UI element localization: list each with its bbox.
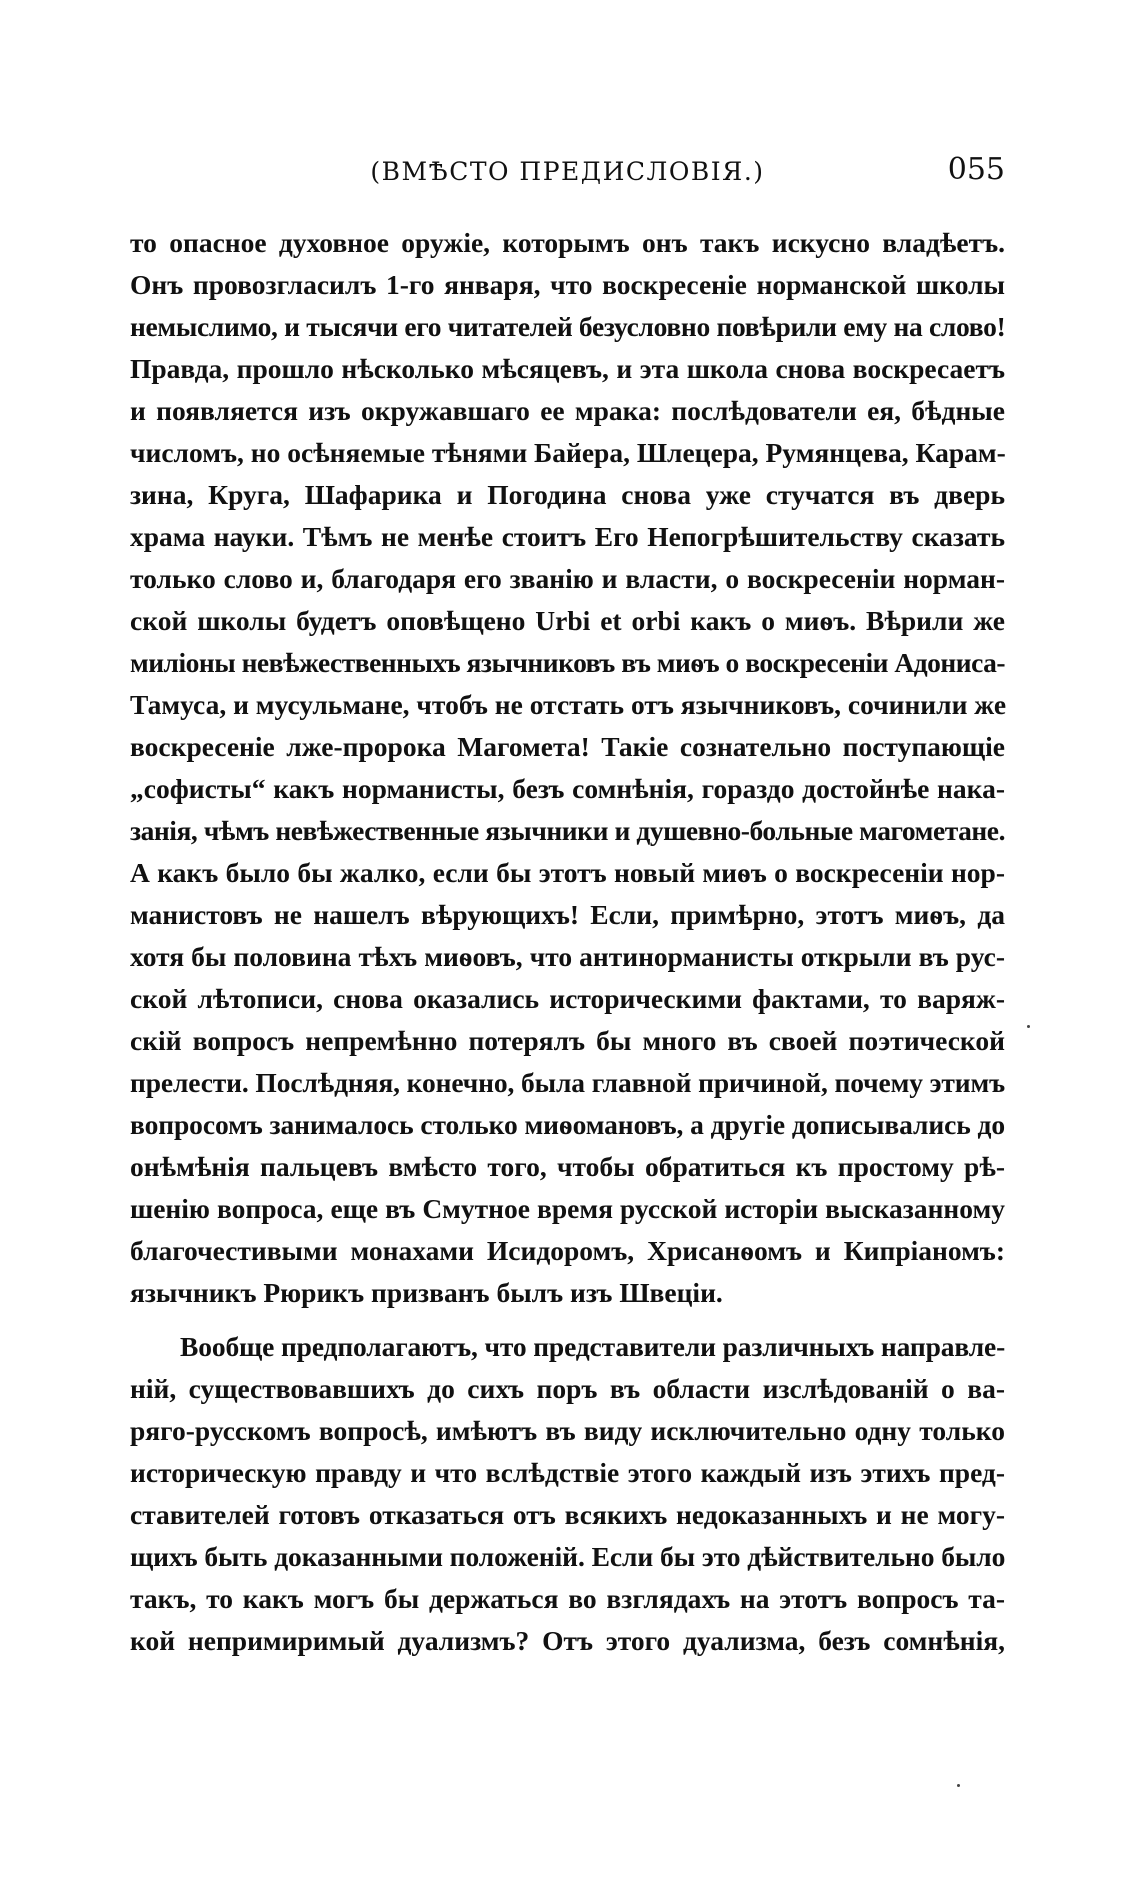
running-header	[130, 152, 1005, 192]
text-line: вопросомъ занималось столько миѳомановъ, а другіе дописывались до	[130, 1109, 1005, 1140]
text-line: числомъ, но осѣняемые тѣнями Байера, Шлецера, Румянцева, Карам-	[130, 437, 1006, 468]
text-line: онѣмѣнія пальцевъ вмѣсто того, чтобы обратиться къ простому рѣ-	[130, 1151, 1005, 1182]
text-line: то опасное духовное оружіе, которымъ онъ такъ искусно владѣетъ.	[130, 227, 1005, 258]
text-line: Онъ провозгласилъ 1-го января, что воскресеніе норманской школы	[130, 269, 1005, 300]
text-line: ряго-русскомъ вопросѣ, имѣютъ въ виду исключительно одну только	[130, 1415, 1005, 1446]
text-line: хотя бы половина тѣхъ миѳовъ, что антинорманисты открыли въ рус-	[130, 941, 1005, 972]
text-line: воскресеніе лже-пророка Магомета! Такіе сознательно поступающіе	[130, 731, 1005, 762]
text-line: язычникъ Рюрикъ призванъ былъ изъ Швеціи.	[130, 1277, 723, 1308]
text-line: ской школы будетъ оповѣщено Urbi et orbi какъ о миѳъ. Вѣрили же	[130, 605, 1005, 636]
text-line: зина, Круга, Шафарика и Погодина снова уже стучатся въ дверь	[130, 479, 1005, 510]
text-line: манистовъ не нашелъ вѣрующихъ! Если, примѣрно, этотъ миѳъ, да	[130, 899, 1005, 930]
text-line: занія, чѣмъ невѣжественные язычники и душевно-больные магометане.	[130, 815, 1005, 846]
text-line: благочестивыми монахами Исидоромъ, Хрисанѳомъ и Кипріаномъ:	[130, 1235, 1005, 1266]
text-line: скій вопросъ непремѣнно потерялъ бы много въ своей поэтической	[130, 1025, 1005, 1056]
text-line: „софисты“ какъ норманисты, безъ сомнѣнія, гораздо достойнѣе нака-	[130, 773, 1005, 804]
page-number: 055	[947, 152, 1005, 187]
paragraph-1	[130, 222, 1005, 1314]
running-title: (ВМѢСТО ПРЕДИСЛОВІЯ.)	[370, 157, 765, 186]
text-line: Тамуса, и мусульмане, чтобъ не отстать отъ язычниковъ, сочинили же	[130, 689, 1007, 720]
text-line: такъ, то какъ могъ бы держаться во взглядахъ на этотъ вопросъ та-	[130, 1583, 1005, 1614]
text-line: ставителей готовъ отказаться отъ всякихъ недоказанныхъ и не могу-	[130, 1499, 1005, 1530]
paragraph-2	[130, 1326, 1005, 1662]
body-text	[130, 222, 1005, 1662]
paragraph-gap	[130, 1314, 1005, 1326]
text-line: А какъ было бы жалко, если бы этотъ новый миѳъ о воскресеніи нор-	[130, 857, 1005, 888]
text-line: шенію вопроса, еще въ Смутное время русской исторіи высказанному	[130, 1193, 1005, 1224]
text-line: ній, существовавшихъ до сихъ поръ въ области изслѣдованій о ва-	[130, 1373, 1005, 1404]
text-line: кой непримиримый дуализмъ? Отъ этого дуализма, безъ сомнѣнія,	[130, 1625, 1005, 1656]
scan-speck	[957, 1784, 960, 1787]
text-line: миліоны невѣжественныхъ язычниковъ въ миѳъ о воскресеніи Адониса-	[130, 647, 1005, 678]
text-line: и появляется изъ окружавшаго ее мрака: послѣдователи ея, бѣдные	[130, 395, 1005, 426]
text-line: историческую правду и что вслѣдствіе этого каждый изъ этихъ пред-	[130, 1457, 1005, 1488]
scan-speck	[1027, 1025, 1030, 1028]
text-line: прелести. Послѣдняя, конечно, была главной причиной, почему этимъ	[130, 1067, 1005, 1098]
text-line: немыслимо, и тысячи его читателей безусловно повѣрили ему на слово!	[130, 311, 1006, 342]
text-line: храма науки. Тѣмъ не менѣе стоитъ Его Непогрѣшительству сказать	[130, 521, 1005, 552]
text-line: только слово и, благодаря его званію и власти, о воскресеніи норман-	[130, 563, 1005, 594]
text-line: Вообще предполагаютъ, что представители различныхъ направле-	[180, 1331, 1006, 1362]
text-line: щихъ быть доказанными положеній. Если бы это дѣйствительно было	[130, 1541, 1006, 1572]
text-line: Правда, прошло нѣсколько мѣсяцевъ, и эта школа снова воскресаетъ	[130, 353, 1005, 384]
text-line: ской лѣтописи, снова оказались историческими фактами, то варяж-	[130, 983, 1005, 1014]
